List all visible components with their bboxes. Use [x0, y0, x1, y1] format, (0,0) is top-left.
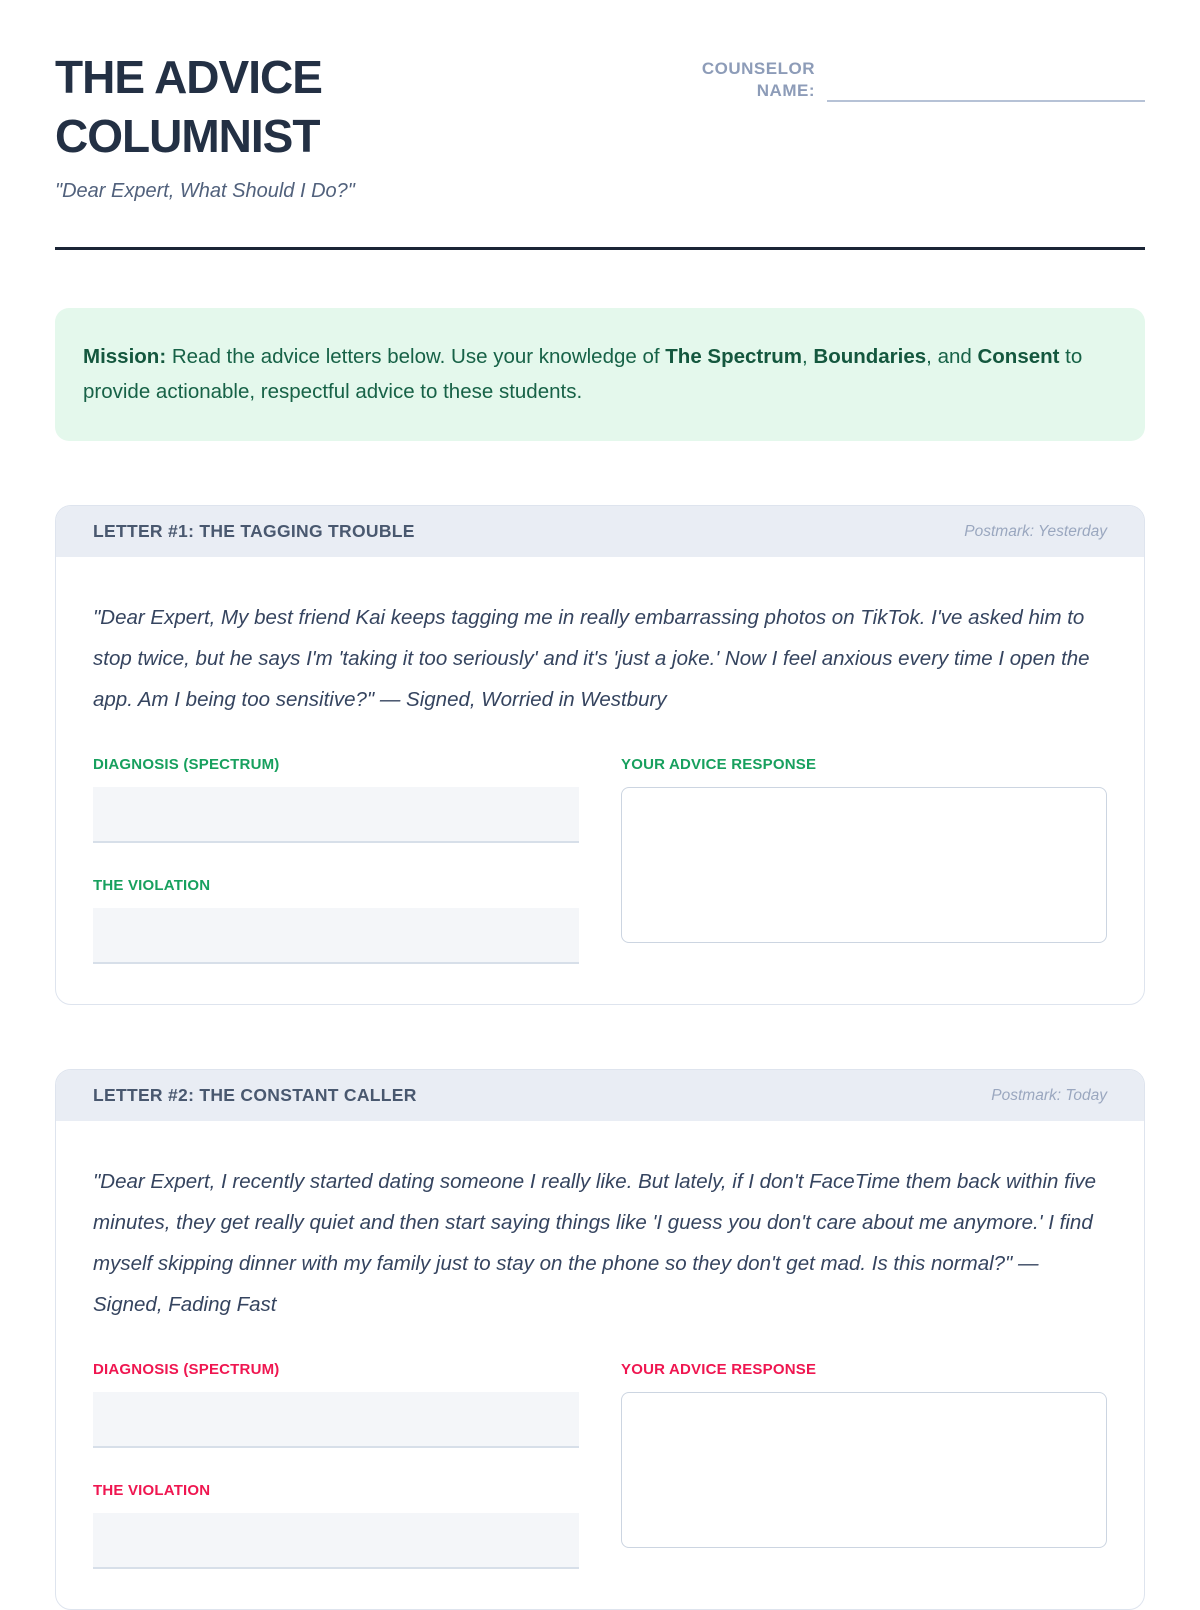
worksheet-page	[55, 0, 1145, 1610]
letter-1-left-column	[93, 756, 579, 964]
mission-term-spectrum: The Spectrum	[665, 344, 802, 368]
letter-1-diagnosis-label: DIAGNOSIS (SPECTRUM)	[93, 756, 280, 774]
letter-2-body	[56, 1121, 1144, 1609]
letter-2-violation-input[interactable]	[93, 1513, 579, 1569]
page-title	[55, 48, 355, 166]
letter-2-header	[56, 1070, 1144, 1121]
counselor-name-label: COUNSELOR NAME:	[701, 59, 815, 101]
letter-1-advice-label: YOUR ADVICE RESPONSE	[621, 756, 817, 774]
page-title-line2: COLUMNIST	[55, 109, 320, 162]
mission-label: Mission:	[83, 344, 167, 368]
letter-card-1	[55, 505, 1145, 1005]
letter-1-postmark: Postmark: Yesterday	[964, 522, 1107, 540]
mission-text-1: Read the advice letters below. Use your knowledge of	[166, 344, 666, 368]
letter-2-left-column	[93, 1361, 579, 1569]
letter-2-diagnosis-input[interactable]	[93, 1392, 579, 1448]
letter-1-violation-input[interactable]	[93, 908, 579, 964]
letter-2-violation-label: THE VIOLATION	[93, 1482, 211, 1500]
counselor-name-input[interactable]	[827, 72, 1145, 102]
letter-1-header	[56, 506, 1144, 557]
letter-2-text: "Dear Expert, I recently started dating someone I really like. But lately, if I don't FaceTime them back within five minutes, they get really quiet and then start saying things like 'I guess you don't care about me anymore.' I find myself skipping dinner with my family just to stay on the phone so they don't get mad. Is this normal?" — Signed, Fading Fast	[93, 1170, 1097, 1317]
letter-2-right-column	[621, 1361, 1107, 1569]
letter-1-text: "Dear Expert, My best friend Kai keeps tagging me in really embarrassing photos on TikTok. I've asked him to stop twice, but he says I'm 'taking it too seriously' and it's 'just a joke.' Now I feel anxious every time I open the app. Am I being too sensitive?" — Signed, Worried in Westbury	[93, 606, 1090, 712]
letter-1-advice-textarea[interactable]	[621, 787, 1107, 943]
mission-text-3: , and	[926, 344, 978, 368]
mission-text-4: to provide actionable, respectful advice to these students.	[83, 344, 1083, 403]
mission-text-2: ,	[801, 344, 814, 368]
page-subtitle: "Dear Expert, What Should I Do?"	[55, 179, 355, 202]
page-header	[55, 48, 1145, 203]
letter-2-diagnosis-label: DIAGNOSIS (SPECTRUM)	[93, 1361, 280, 1379]
letter-1-body	[56, 557, 1144, 1004]
letter-card-2	[55, 1069, 1145, 1610]
letter-1-form	[93, 756, 1107, 964]
letter-1-right-column	[621, 756, 1107, 964]
letter-2-form	[93, 1361, 1107, 1569]
letter-1-diagnosis-input[interactable]	[93, 787, 579, 843]
header-divider	[55, 247, 1145, 250]
mission-callout	[55, 308, 1145, 442]
letter-2-title: LETTER #2: THE CONSTANT CALLER	[93, 1085, 417, 1106]
letter-1-violation-label: THE VIOLATION	[93, 877, 211, 895]
mission-term-boundaries: Boundaries	[813, 344, 927, 368]
counselor-name-block	[675, 48, 1145, 102]
letter-2-advice-textarea[interactable]	[621, 1392, 1107, 1548]
title-block	[55, 48, 355, 203]
page-title-line1: THE ADVICE	[55, 51, 322, 103]
letter-2-postmark: Postmark: Today	[991, 1086, 1107, 1104]
letter-2-advice-label: YOUR ADVICE RESPONSE	[621, 1361, 817, 1379]
letter-1-title: LETTER #1: THE TAGGING TROUBLE	[93, 521, 415, 542]
mission-term-consent: Consent	[977, 344, 1060, 368]
